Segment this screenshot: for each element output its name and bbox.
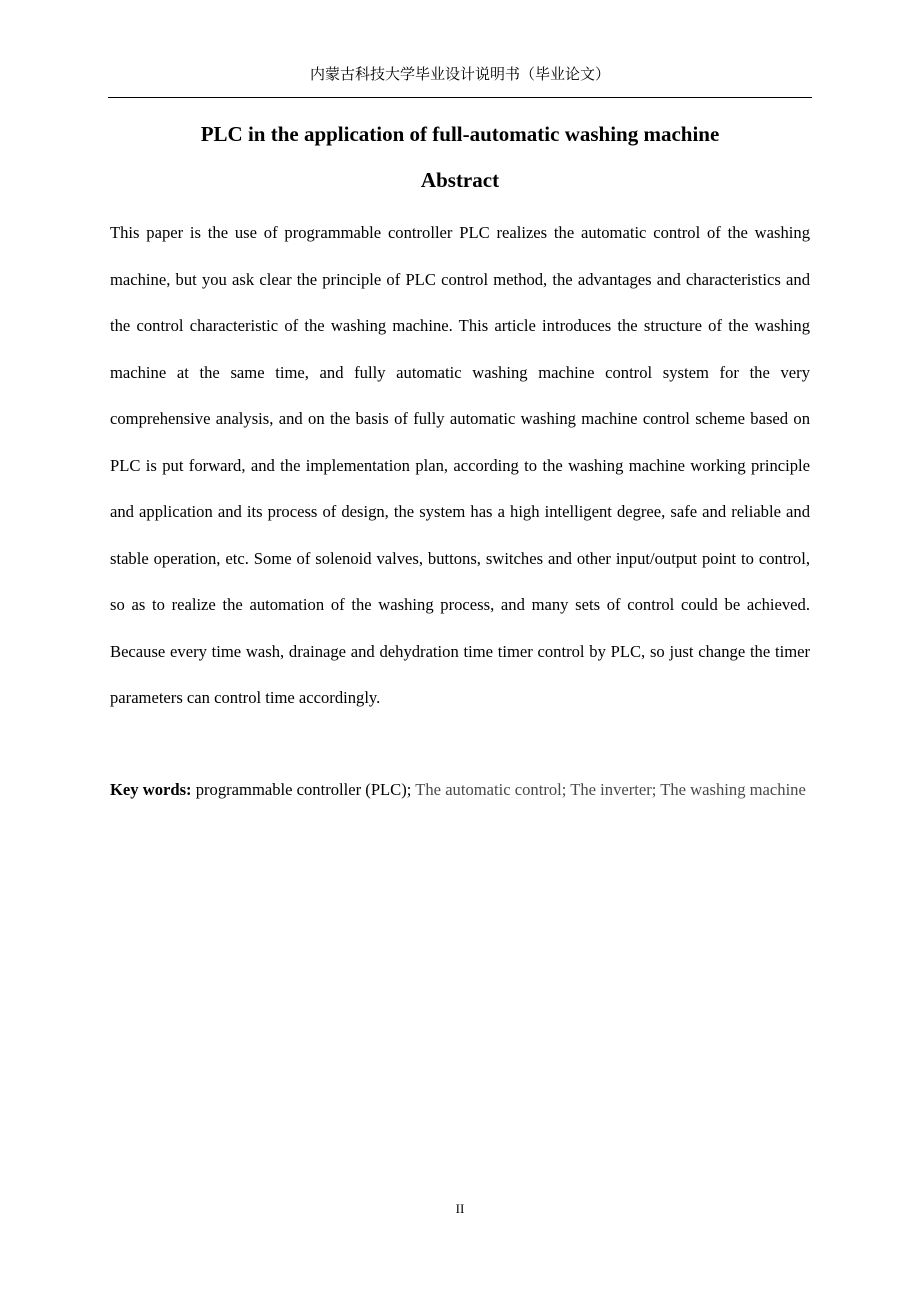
page-header: 内蒙古科技大学毕业设计说明书（毕业论文） [309,67,610,83]
document-title: PLC in the application of full-automatic washing machine [200,122,720,146]
keywords-rest: The automatic control; The inverter; The washing machine [415,780,806,799]
abstract-body: This paper is the use of programmable controller PLC realizes the automatic control of the washing machine, but you ask clear the principle of PLC control method, the advantages and characteristics and the control characteristic of the washing machine. This article introduces the structure of the washing machine at the same time, and fully automatic washing machine control system for the very comprehensive analysis, and on the basis of fully automatic washing machine control scheme based on PLC is put forward, and the implementation plan, according to the washing machine working principle and application and its process of design, the system has a high intelligent degree, safe and reliable and stable operation, etc. Some of solenoid valves, buttons, switches and other input/output point to control, so as to realize the automation of the washing process, and many sets of control could be achieved. Because every time wash, drainage and dehydration time timer control by PLC, so just change the timer parameters can control time accordingly. [110,223,810,707]
keywords-line [110,767,810,814]
keywords-label: Key words: [110,780,192,799]
abstract-heading: Abstract [420,168,500,192]
page-number: II [455,1201,465,1216]
header-divider [108,97,812,98]
keyword-primary: programmable controller (PLC); [195,780,412,799]
